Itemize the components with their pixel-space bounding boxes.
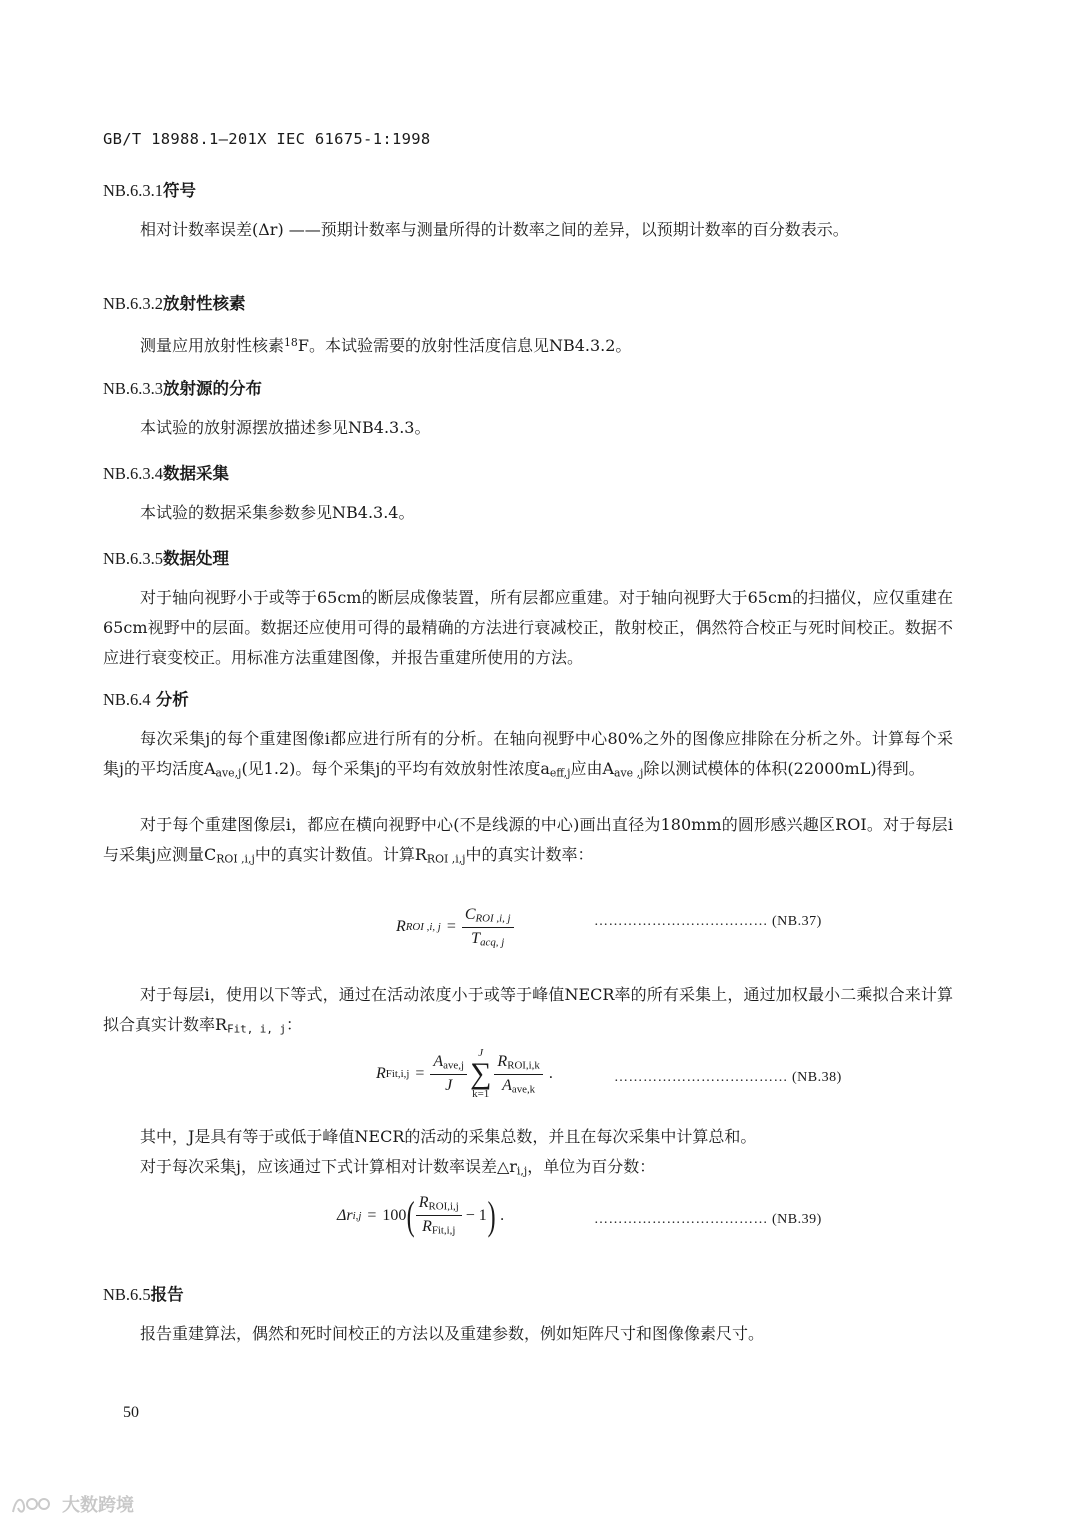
- leader-dots: ………………………………: [594, 914, 768, 929]
- section-title: 数据处理: [163, 549, 230, 568]
- text: 对于每次采集j，应该通过下式计算相对计数率误差△r: [140, 1157, 517, 1176]
- eq-lhs-sub: i,j: [352, 1209, 362, 1222]
- section-heading-6-3-3: [103, 375, 262, 399]
- eq-denominator: [468, 928, 507, 949]
- eq-lhs-sub: ROI ,i, j: [405, 921, 441, 934]
- eq-symbol: R: [418, 1194, 429, 1212]
- section-number: NB.6.3.2: [103, 294, 164, 313]
- text: F。本试验需要的放射性活度信息见NB4.3.2。: [297, 335, 632, 355]
- eq-denominator: [499, 1075, 538, 1096]
- eq-fraction-2: [494, 1053, 542, 1095]
- text: ，单位为百分数：: [527, 1157, 656, 1176]
- text: 中的真实计数值。计算R: [254, 845, 427, 864]
- section-title: 报告: [150, 1285, 184, 1304]
- section-heading-6-5: [103, 1281, 184, 1305]
- section-heading-6-3-1: [103, 177, 196, 201]
- equation-nb37: [396, 906, 514, 948]
- section-title: 分析: [155, 690, 189, 709]
- subscript: ave,j: [215, 766, 242, 780]
- equation-nb39: [337, 1192, 504, 1239]
- section-title: 放射性核素: [163, 294, 246, 313]
- section-heading-6-3-4: [103, 460, 229, 484]
- section-title: 数据采集: [163, 464, 230, 483]
- eq-denominator: [419, 1216, 458, 1237]
- leader-dots: ………………………………: [594, 1212, 768, 1227]
- eq-numerator: [462, 906, 514, 928]
- eq-sub: Fit,i,j: [431, 1224, 456, 1237]
- paragraph-definition: 相对计数率误差(Δr) ——预期计数率与测量所得的计数率之间的差异，以预期计数率的百分数表示。: [140, 220, 849, 239]
- paragraph-relative-error: [103, 1152, 953, 1187]
- eq-equals: =: [415, 1065, 425, 1082]
- sum-lower: k=1: [472, 1088, 490, 1100]
- eq-numerator: [494, 1053, 542, 1075]
- watermark-logo-icon: [10, 1492, 56, 1516]
- eq-period: .: [548, 1065, 553, 1082]
- paragraph-report: 报告重建算法，偶然和死时间校正的方法以及重建参数，例如矩阵尺寸和图像像素尺寸。: [140, 1324, 765, 1343]
- paragraph-fit: [103, 980, 953, 1045]
- equation-label: (NB.38): [792, 1070, 842, 1085]
- eq-lhs: R: [396, 918, 406, 936]
- eq-lhs: R: [376, 1065, 386, 1082]
- section-number: NB.6.4: [103, 690, 151, 709]
- paragraph-data-processing: 对于轴向视野小于或等于65cm的断层成像装置，所有层都应重建。对于轴向视野大于65cm的扫描仪，应仅重建在65cm视野中的层面。数据还应使用可得的最精确的方法进行衰减校正，散射校正，偶然符合校正与死时间校正。数据不应进行衰变校正。用标准方法重建图像，并报告重建所使用的方法。: [103, 588, 953, 667]
- paragraph-source-distribution: 本试验的放射源摆放描述参见NB4.3.3。: [140, 418, 431, 437]
- eq-equals: =: [446, 918, 456, 936]
- section-number: NB.6.5: [103, 1285, 151, 1304]
- page-number: 50: [123, 1404, 139, 1421]
- subscript: ROI ,i,j: [216, 852, 255, 866]
- equation-label: (NB.39): [772, 1212, 822, 1227]
- section-number: NB.6.3.4: [103, 464, 164, 483]
- eq-coefficient: 100: [382, 1206, 407, 1224]
- section-heading-6-3-2: [103, 290, 246, 314]
- eq-fraction: [462, 906, 514, 948]
- superscript: 18: [284, 336, 298, 349]
- eq-period: .: [500, 1206, 505, 1224]
- eq-lhs-sub: Fit,i,j: [385, 1068, 410, 1080]
- watermark-text: 大数跨境: [62, 1495, 134, 1516]
- text: 每次采集j的每个重建图像i都应进行所有的分析。在轴向视野中心80%之外的图像应排除在分析之外。计算每个采集j的平均活度A: [103, 729, 953, 778]
- text: 中的真实计数率：: [465, 845, 594, 864]
- text: 对于每层i，使用以下等式，通过在活动浓度小于或等于峰值NECR率的所有采集上，通过加权最小二乘拟合来计算拟合真实计数率R: [103, 985, 953, 1034]
- eq-symbol: R: [422, 1218, 432, 1235]
- equation-nb38: [376, 1048, 553, 1100]
- text: 对于每个重建图像层i，都应在横向视野中心(不是线源的中心)画出直径为180mm的圆形感兴趣区ROI。对于每层i与采集j应测量C: [103, 815, 953, 864]
- eq-den-sub: acq, j: [480, 936, 505, 949]
- paragraph-data-acquisition: 本试验的数据采集参数参见NB4.3.4。: [140, 503, 415, 522]
- text: ：: [286, 1015, 303, 1034]
- subscript: Fit, i, j: [227, 1022, 286, 1036]
- watermark: [10, 1491, 134, 1517]
- text: 测量应用放射性核素: [140, 335, 285, 355]
- section-number: NB.6.3.3: [103, 379, 164, 398]
- paragraph-analysis-2: [103, 810, 953, 875]
- eq-num-sub: ROI ,i, j: [475, 912, 511, 925]
- text: 除以测试模体的体积(22000mL)得到。: [643, 759, 925, 778]
- section-title: 符号: [163, 181, 197, 200]
- paragraph-radionuclide: [103, 328, 953, 361]
- eq-sub: ROI,i,j: [428, 1201, 459, 1213]
- eq-lhs: Δr: [337, 1206, 353, 1224]
- subscript: ROI ,i,j: [426, 852, 466, 866]
- paragraph-analysis-1: [103, 724, 953, 789]
- leader-dots: ………………………………: [614, 1070, 788, 1085]
- eq-symbol: A: [502, 1076, 512, 1094]
- equation-label: (NB.37): [772, 914, 822, 929]
- equation-leader-nb38: [614, 1070, 842, 1086]
- section-heading-6-3-5: [103, 545, 229, 569]
- equation-leader-nb39: [594, 1212, 822, 1228]
- subscript: eff,j: [549, 766, 571, 780]
- section-heading-6-4: [103, 686, 189, 710]
- sum-upper: J: [478, 1047, 484, 1059]
- eq-summation: [470, 1048, 491, 1100]
- eq-sub: ave,j: [443, 1059, 465, 1072]
- paragraph-where: 其中，J是具有等于或低于峰值NECR的活动的采集总数，并且在每次采集中计算总和。: [140, 1127, 757, 1146]
- text: 应由A: [570, 759, 615, 778]
- left-paren-icon: (: [407, 1193, 416, 1238]
- equation-leader-nb37: [594, 914, 822, 930]
- text: (见1.2)。每个采集j的平均有效放射性浓度a: [241, 759, 550, 778]
- eq-fraction-1: [430, 1053, 467, 1095]
- eq-sub: ROI,i,k: [507, 1059, 540, 1072]
- eq-equals: =: [367, 1206, 377, 1224]
- eq-symbol: R: [497, 1052, 508, 1070]
- section-title: 放射源的分布: [163, 379, 263, 398]
- right-paren-icon: ): [487, 1193, 496, 1238]
- eq-den-symbol: T: [471, 929, 481, 947]
- eq-fraction: [416, 1194, 462, 1236]
- subscript: ave ,j: [614, 766, 644, 780]
- section-number: NB.6.3.5: [103, 549, 164, 568]
- eq-denominator: J: [445, 1076, 453, 1094]
- eq-minus-one: − 1: [465, 1206, 487, 1224]
- eq-num-symbol: C: [464, 906, 476, 923]
- eq-sub: ave,k: [511, 1083, 536, 1096]
- standard-code-header: GB/T 18988.1—201X IEC 61675-1:1998: [103, 130, 431, 148]
- section-number: NB.6.3.1: [103, 181, 164, 200]
- eq-numerator: [416, 1194, 462, 1216]
- eq-numerator: [430, 1053, 467, 1075]
- subscript: i,j: [516, 1164, 528, 1178]
- eq-symbol: A: [433, 1053, 444, 1071]
- sigma-icon: ∑: [470, 1057, 492, 1090]
